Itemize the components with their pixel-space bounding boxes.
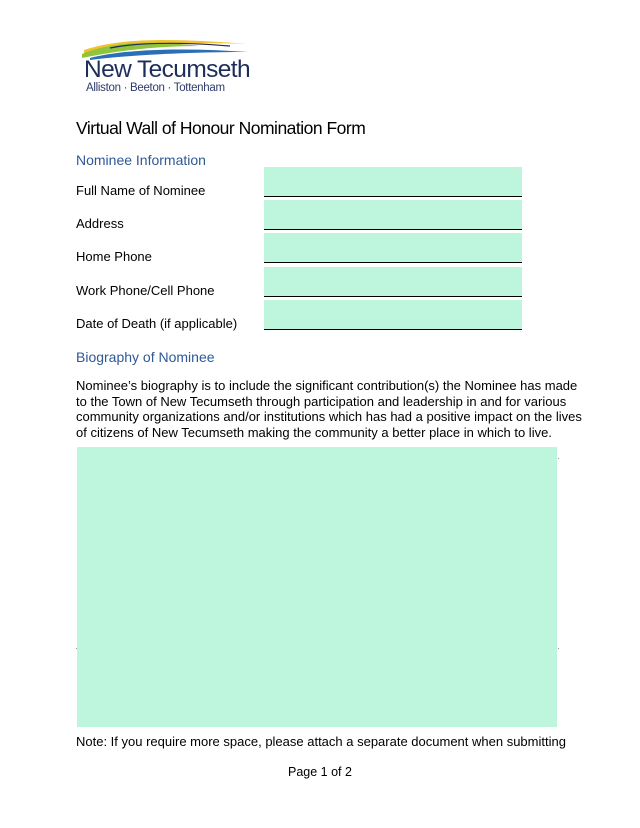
biography-textarea[interactable] [77, 447, 557, 727]
home-phone-label: Home Phone [76, 249, 152, 264]
home-phone-input[interactable] [264, 233, 522, 263]
page-number: Page 1 of 2 [288, 765, 352, 779]
space-note: Note: If you require more space, please attach a separate document when submitting [76, 734, 566, 749]
date-of-death-label: Date of Death (if applicable) [76, 316, 238, 331]
logo-name: New Tecumseth [84, 56, 251, 83]
work-cell-phone-input[interactable] [264, 267, 522, 297]
field-corner-mark [76, 648, 77, 649]
logo-subtitle: Alliston · Beeton · Tottenham [86, 82, 225, 94]
address-label: Address [76, 216, 124, 231]
full-name-label: Full Name of Nominee [76, 183, 206, 198]
work-cell-phone-label: Work Phone/Cell Phone [76, 283, 215, 298]
biography-instructions-line: to the Town of New Tecumseth through participation and leadership in and for various [76, 393, 567, 409]
field-corner-mark [558, 648, 559, 649]
biography-instructions-line: community organizations and/or institutions which has had a positive impact on the lives [76, 409, 582, 424]
nominee-information-heading: Nominee Information [76, 152, 206, 168]
biography-instructions [76, 378, 582, 440]
new-tecumseth-logo [80, 36, 250, 96]
biography-instructions-line: Nominee’s biography is to include the significant contribution(s) the Nominee has made [76, 378, 578, 393]
field-corner-mark [558, 458, 559, 459]
biography-heading: Biography of Nominee [76, 349, 215, 365]
biography-instructions-line: of citizens of New Tecumseth making the community a better place in which to live. [76, 424, 552, 440]
address-input[interactable] [264, 200, 522, 230]
full-name-input[interactable] [264, 167, 522, 197]
page-title: Virtual Wall of Honour Nomination Form [76, 118, 366, 138]
date-of-death-input[interactable] [264, 300, 522, 330]
